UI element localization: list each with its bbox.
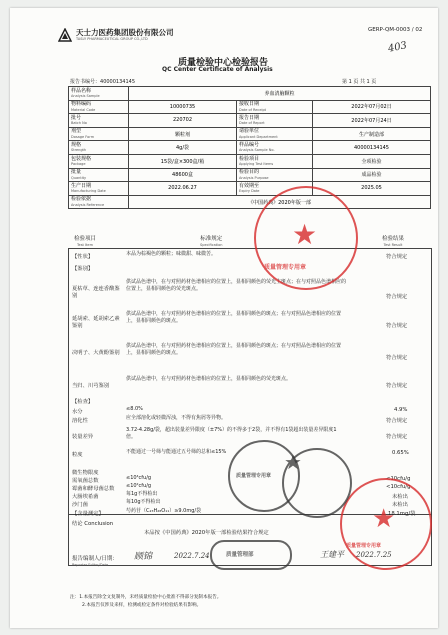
test-result: 符合规定 [386,355,408,361]
test-result: <10cfu/g [386,484,411,490]
sample-info-table: 样品名称 Analysis Sample 养血清脑颗粒 物料编码 Material Code 10000735 接收日期 Date of Receipt 2022年07月02日 批号 Batch No 220702 报告日期 Date of Report 2022年07月24日 剂型 Dosage Form 颗粒剂 请验单位 Applicant Department 生产制造部 规格 Strength 4g/袋 样品编号 Analysis Sample No. 40000134145 包装规格 Package 15袋/盒×300盒/箱 检验项目 Applying Test Items 全项检验 批量 Quantity 48600盒 检验目的 Analysis Purpose 成品检验 生产日期 Manufacturing Date 2022.06.27 有效期至 Expiry Date 2025.05 检验依据 Analysis Reference 《中国药典》2020年版一部 [68,86,431,209]
sample-name: 养血清脑颗粒 [129,87,431,101]
section-heading: 微生物限度 [72,470,99,476]
test-name: 粒度 [72,452,83,458]
note-1: 注：1.本报告除全文复制外，未经质量检验中心批准不得部分复制本报告。 [70,595,222,600]
test-result: 符合规定 [386,434,408,440]
black-dept-stamp [210,540,292,570]
section-heading: 【鉴别】 [72,266,94,272]
test-standard: 芍药苷（C₂₃H₂₈O₁₁）≥9.0mg/袋 [126,508,202,514]
material-code: 10000735 [129,100,237,114]
test-result: 4.9% [394,407,408,413]
company-name: 天士力医药集团股份有限公司 [76,28,174,37]
purpose: 成品检验 [313,168,431,182]
col-header-item: 检验项目 Test Item [74,236,97,247]
report-title: 质量检验中心检验报告 [178,58,269,68]
test-result: 未检出 [392,502,408,508]
test-name: 霉菌和酵母菌总数 [72,486,115,492]
star-icon: ★ [292,218,318,251]
red-qa-stamp [254,186,358,290]
test-standard: 应全部溶化或轻微浑浊，不得有焦屑等异物。 [126,415,227,421]
test-standard: 不能通过一号筛与能通过五号筛的总和≤15% [126,449,227,455]
note-2: 2.本报告仅涉及来样，检测或检定条件对检验结果有影响。 [82,603,202,608]
test-standard: 供试品色谱中，在与对照药材色谱相应的位置上，显相同颜色的荧光主斑点；在与对照品色谱相应的位置上，显相同颜色的荧光斑点。 [126,279,347,292]
test-result: <10cfu/g [386,476,411,482]
test-name: 【含量测定】 [72,511,104,517]
stamp-text: 质量管理专用章 [236,473,272,479]
report-date: 2022年07月24日 [313,114,431,128]
test-standard: 本品为棕褐色的颗粒；味微甜、味微苦。 [126,251,217,257]
test-name: 水分 [72,409,83,415]
col-header-standard: 标准规定 Specification [200,236,223,247]
test-result: 0.65% [392,450,409,456]
test-standard: 供试品色谱中，在与对照药材色谱相应的位置上，显相同颜色的荧光斑点。 [126,376,292,382]
dosage-form: 颗粒剂 [129,127,237,141]
test-standard: 每10g不得检出 [126,499,161,505]
report-title-en: QC Center Certificate of Analysis [162,66,273,73]
test-name: 装量差异 [72,434,94,440]
strength: 4g/袋 [129,141,237,155]
test-name: 沙门菌 [72,502,88,508]
approver-signature: 王建平 [320,550,344,559]
reporter-signature: 顾锦 [134,552,153,562]
test-name: 大肠埃希菌 [72,494,99,500]
expiry-date: 2025.05 [313,182,431,196]
company-name-en: TASLY PHARMACEUTICAL GROUP CO.,LTD [76,37,148,41]
sample-no: 40000134145 [313,141,431,155]
test-result: 符合规定 [386,323,408,329]
test-name: 溶化性 [72,418,88,424]
quantity: 48600盒 [129,168,237,182]
applicant: 生产制造部 [313,127,431,141]
test-name: 决明子、大黄酚鉴别 [72,350,120,356]
col-header-result: 检验结果 Test Result [382,236,405,247]
receipt-date: 2022年07月02日 [313,100,431,114]
test-standard: 供试品色谱中，在与对照药材色谱相应的位置上，显相同颜色的斑点；在与对照品色谱相应的位置上，显相同颜色的斑点。 [126,343,342,356]
test-result: 符合规定 [386,294,408,300]
section-heading: 【检查】 [72,399,94,405]
test-standard: 3.72-4.28g/袋，超出装量差异限度（±7%）的不得多于2袋，并不得有1袋超出装量差异限度1倍。 [126,427,337,440]
signature-label: 报告编制人/日期： [72,556,118,562]
black-seal-stamp [282,448,352,518]
star-icon: ★ [372,504,396,534]
stamp-text: 质量管理专用章 [346,543,382,549]
test-standard: ≤10⁴cfu/g [126,475,152,481]
conclusion-text: 本品按《中国药典》2020年版一部检验结果符合规定 [144,530,269,536]
package: 15袋/盒×300盒/箱 [129,154,237,168]
stamp-text: 质量管理专用章 [264,264,307,271]
conclusion-label: 结论 Conclusion [72,521,114,527]
test-name: 延胡索、延胡索乙素鉴别 [72,316,120,329]
test-result: 符合规定 [386,418,408,424]
page-indicator: 第 1 页 共 1 页 [342,79,377,85]
handwritten-number: 403 [387,40,409,55]
test-standard: ≤8.0% [126,406,143,412]
test-result: 符合规定 [386,383,408,389]
test-name: 【性状】 [72,254,94,260]
signature-label-en: Reporter Editor/Date [72,563,109,567]
test-name: 需氧菌总数 [72,478,99,484]
batch-no: 220702 [129,114,237,128]
test-items: 全项检验 [313,154,431,168]
test-result: 未检出 [392,494,408,500]
test-standard: ≤10²cfu/g [126,483,152,489]
test-name: 夏枯草、连连香酸鉴别 [72,286,120,299]
document-code: GERP-QM-0003 / 02 [368,27,423,33]
test-name: 当归、川芎鉴别 [72,383,110,389]
stamp-text: 质量管理部 [226,552,254,558]
mfg-date: 2022.06.27 [129,182,237,196]
test-result: 18.1mg/袋 [388,511,416,517]
report-number: 报告书编号：40000134145 [70,79,136,85]
sample-name-label: 样品名称 Analysis Sample [69,87,129,101]
analysis-reference: 《中国药典》2020年版一部 [129,195,431,209]
reporter-date: 2022.7.24 [174,552,210,560]
company-logo-icon [58,28,72,42]
test-standard: 供试品色谱中，在与对照药材色谱相应的位置上，显相同颜色的斑点；在与对照品色谱相应的位置上，显相同颜色的斑点。 [126,311,342,324]
test-standard: 每1g不得检出 [126,491,158,497]
red-company-stamp [340,478,432,570]
test-result: 符合规定 [386,254,408,260]
approver-date: 2022.7.25 [356,551,392,559]
report-page [10,8,438,628]
star-icon: ★ [284,450,302,474]
